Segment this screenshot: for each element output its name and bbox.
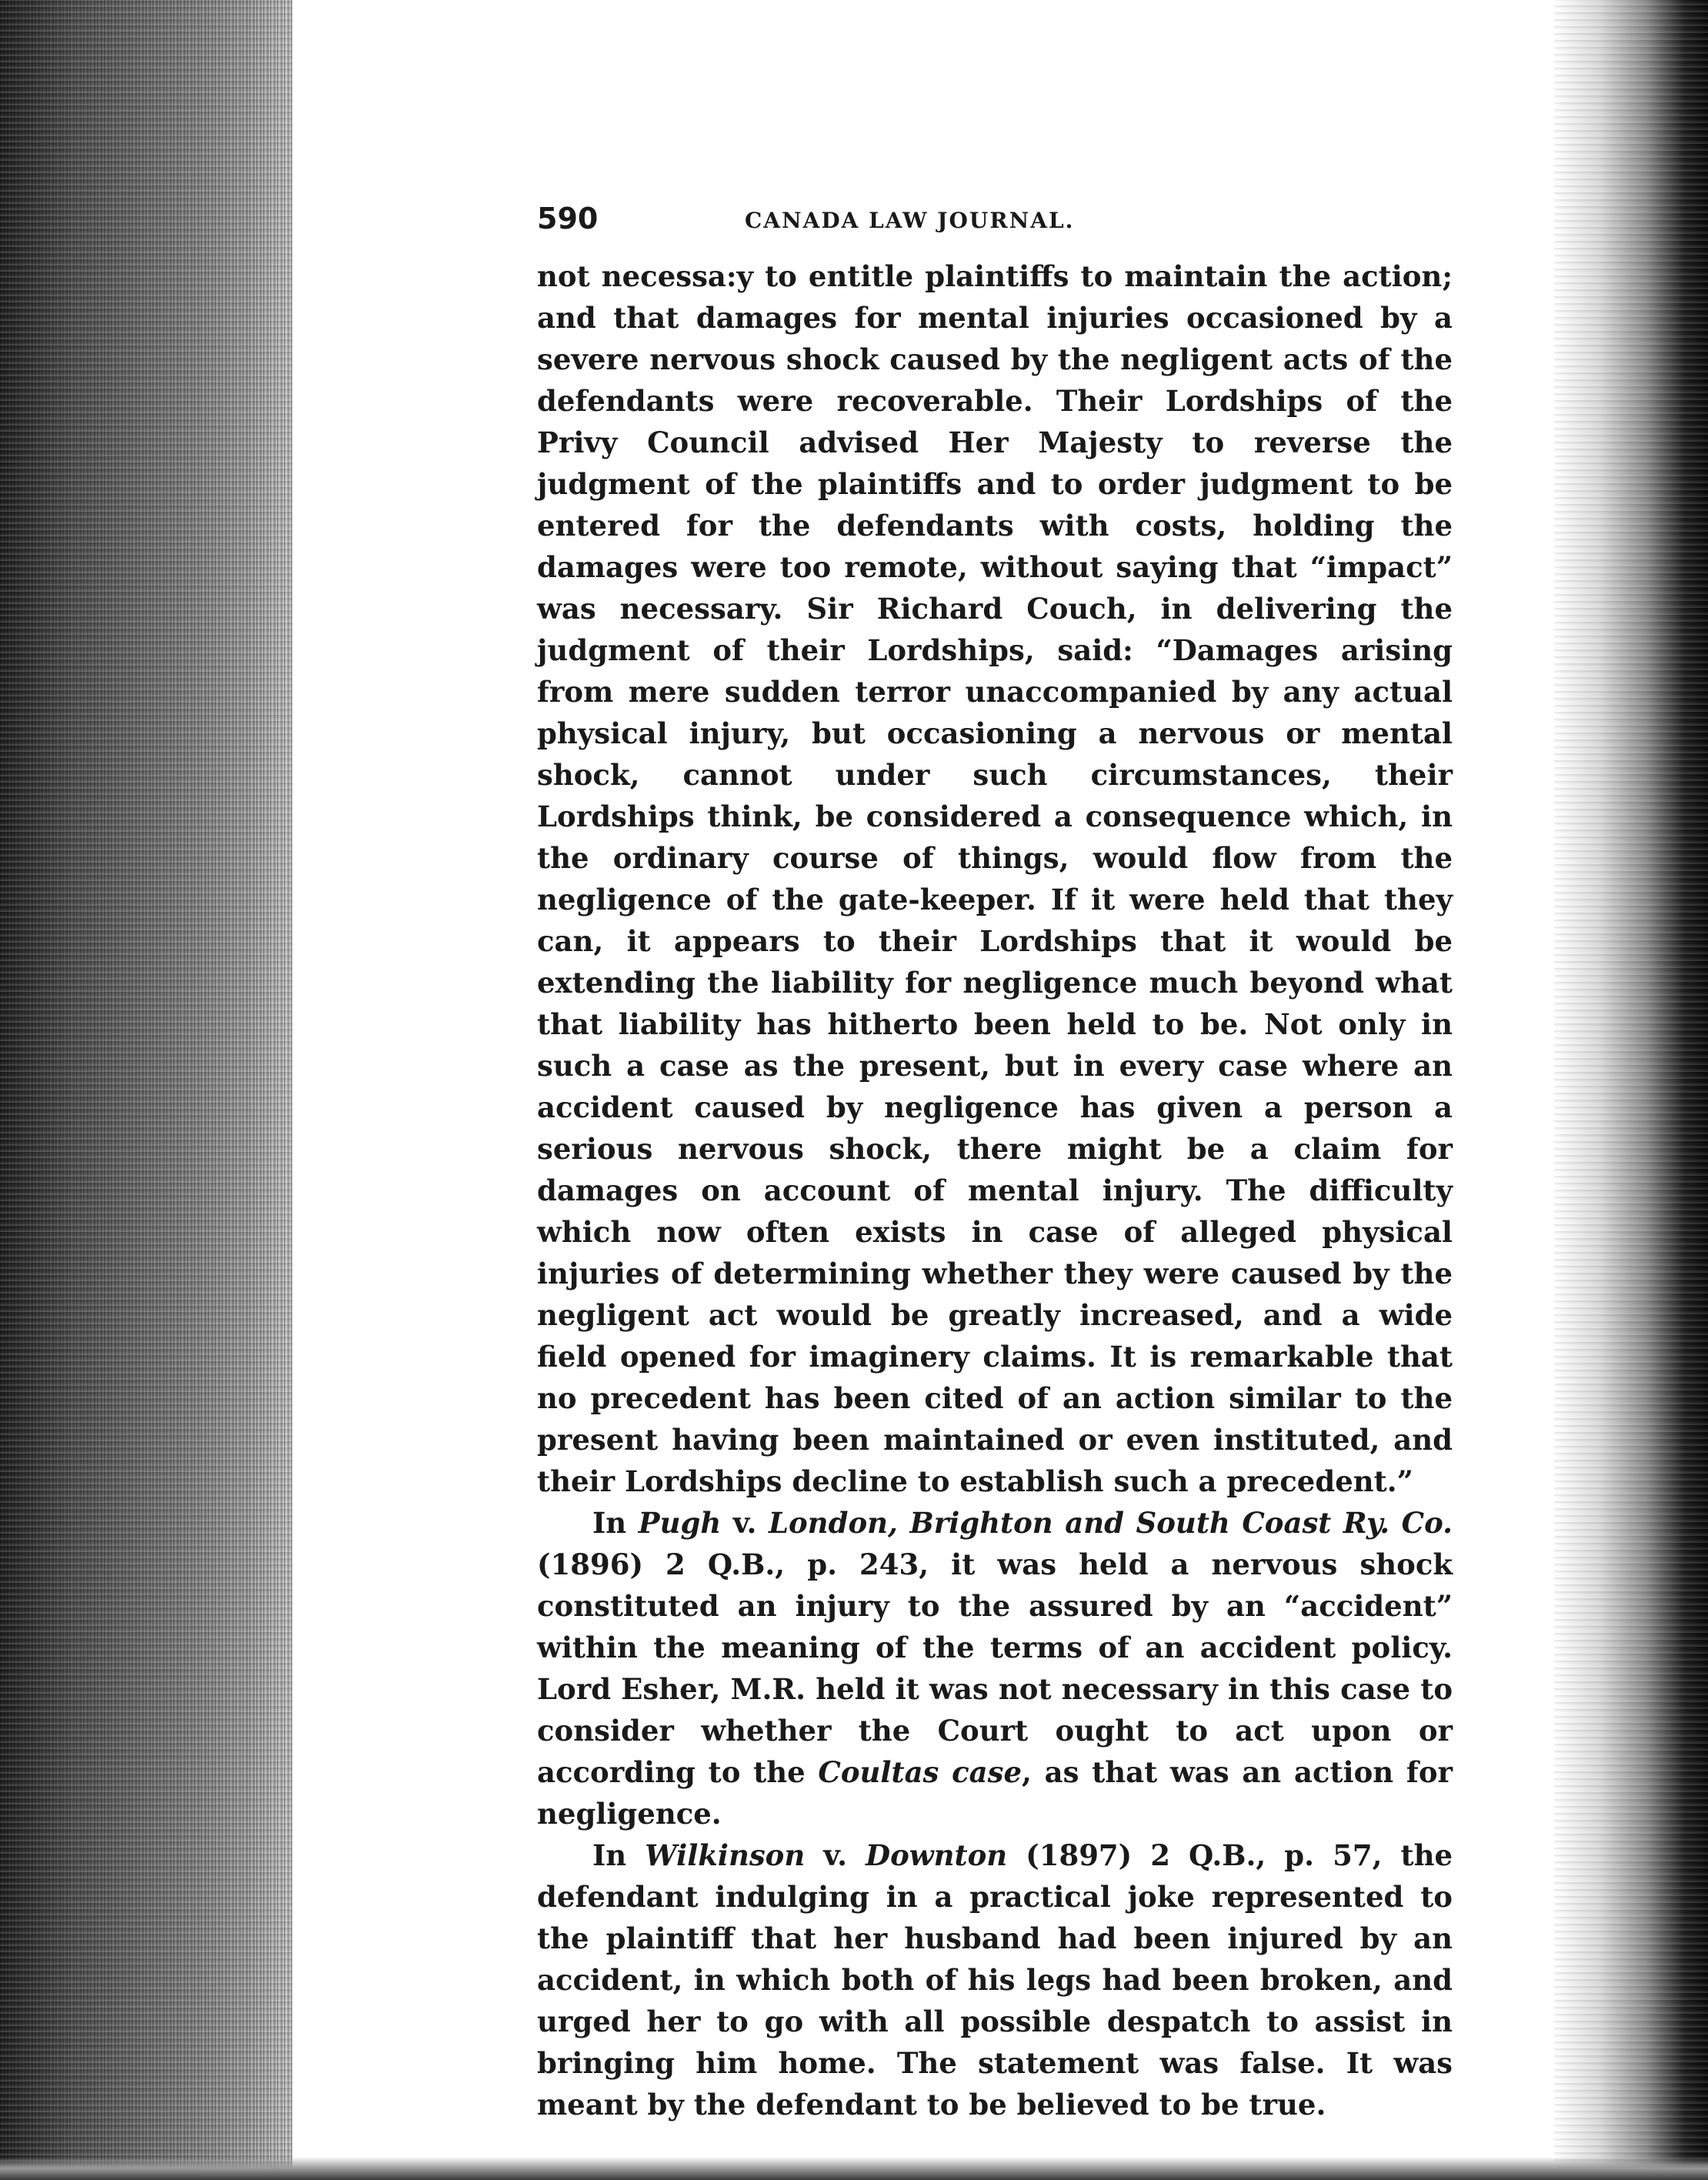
italic-citation: Pugh xyxy=(638,1506,722,1540)
journal-title: CANADA LAW JOURNAL. xyxy=(745,208,1075,233)
paragraph-text: (1896) 2 Q.B., p. 243, it was held a nervous shock constituted an injury to the assured by an “accident” within the meaning of the terms of an accident policy. Lord Esher, M.R. held it was not necessary in this case to consider whether the Court ought to act upon or according to the xyxy=(537,1547,1453,1789)
running-head xyxy=(537,202,1453,248)
italic-citation: London, Brighton and South Coast Ry. Co. xyxy=(768,1506,1453,1540)
paragraph-text: In xyxy=(592,1506,639,1540)
paragraph-text: , as that was an action for negligence. xyxy=(537,1755,1453,1831)
paragraph-text: v. xyxy=(805,1838,866,1872)
italic-citation: Wilkinson xyxy=(645,1838,806,1872)
page-number: 590 xyxy=(537,202,599,235)
italic-citation: Coultas case xyxy=(818,1755,1022,1789)
page-edge-shadow xyxy=(1554,0,1708,2180)
document-page xyxy=(537,202,1453,2125)
body-text xyxy=(537,255,1453,2125)
paragraph-text: not necessa:y to entitle plaintiffs to maintain the action; and that damages for mental injuries occasioned by a severe nervous shock caused by the negligent acts of the defendants were recoverable. Their Lordships of the Privy Council advised Her Majesty to reverse the judgment of the plaintiffs and to order judgment to be entered for the defendants with costs, holding the damages were too remote, without saying that “impact” was necessary. Sir Richard Couch, in delivering the judgment of their Lordships, said: “Damages arising from mere sudden terror unaccompanied by any actual physical injury, but occasioning a nervous or mental shock, cannot under such circumstances, their Lordships think, be considered a consequence which, in the ordinary course of things, would flow from the negligence of the gate-keeper. If it were held that they can, it appears to their Lordships that it would be extending the liability for negligence much beyond what that liability has hitherto been held to be. Not only in such a case as the present, but in every case where an accident caused by negligence has given a person a serious nervous shock, there might be a claim for damages on account of mental injury. The difficulty which now often exists in case of alleged physical injuries of determining whether they were caused by the negligent act would be greatly increased, and a wide field opened for imaginery claims. It is remarkable that no precedent has been cited of an action similar to the present having been maintained or even instituted, and their Lordships decline to establish such a precedent.” xyxy=(537,259,1453,1498)
paragraph-text: v. xyxy=(721,1506,769,1540)
paragraph xyxy=(537,1502,1453,1834)
binding-gutter-shadow xyxy=(0,0,292,2180)
paragraph xyxy=(537,1834,1453,2125)
paragraph-text: (1897) 2 Q.B., p. 57, the defendant indulging in a practical joke represented to the plaintiff that her husband had been injured by an accident, in which both of his legs had been broken, and urged her to go with all possible despatch to assist in bringing him home. The statement was false. It was meant by the defendant to be believed to be true. xyxy=(537,1838,1453,2122)
italic-citation: Downton xyxy=(865,1838,1008,1872)
bottom-edge-shadow xyxy=(0,2157,1708,2180)
paragraph xyxy=(537,255,1453,1502)
paragraph-text: In xyxy=(592,1838,646,1872)
